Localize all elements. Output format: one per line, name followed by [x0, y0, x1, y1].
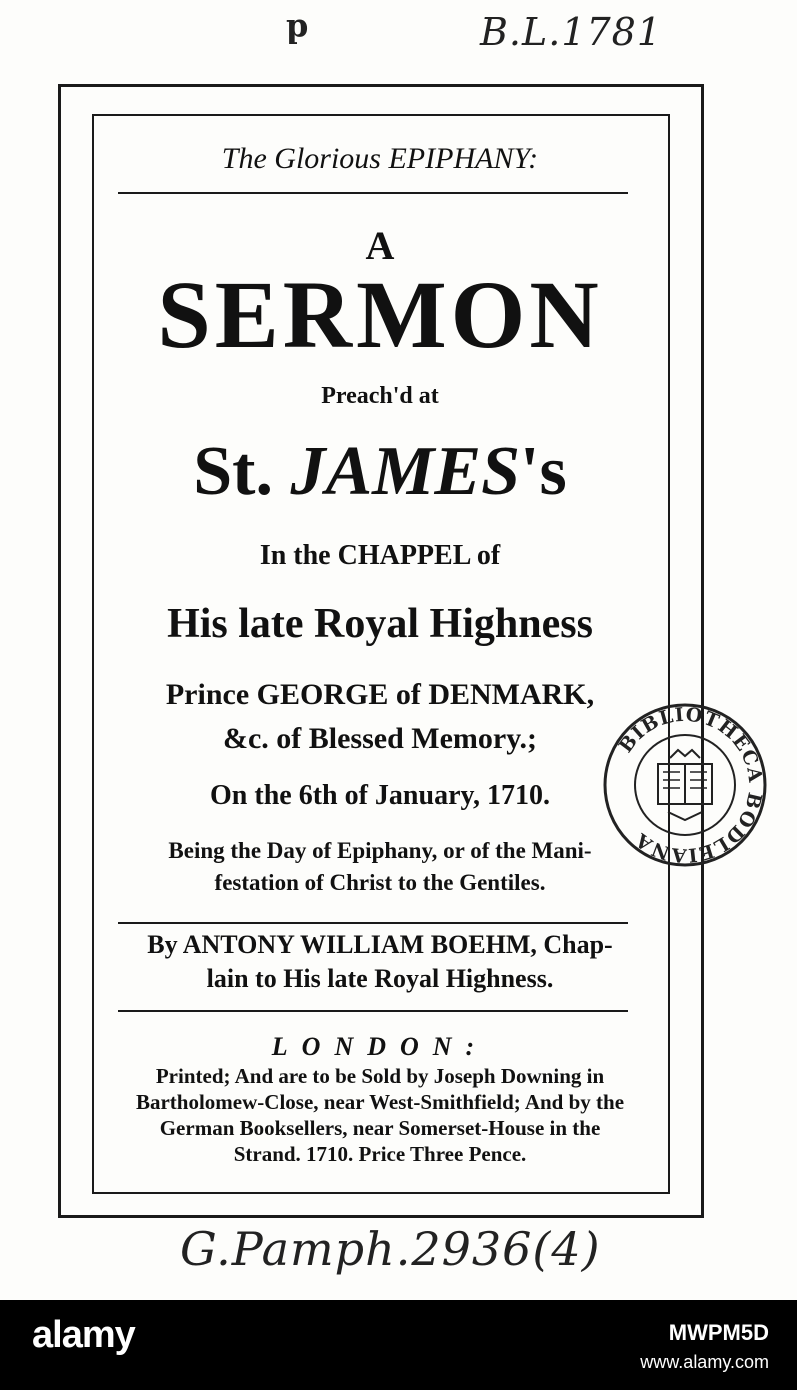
- line-being-1: Being the Day of Epiphany, or of the Mani-: [168, 838, 592, 863]
- stamp-text: BIBLIOTHECA BODLEIANA: [614, 703, 767, 867]
- handwritten-shelfmark: B.L.1781: [480, 10, 663, 54]
- james-suffix: 's: [520, 433, 567, 510]
- library-stamp: [600, 700, 770, 870]
- line-london: LONDON:: [271, 1032, 489, 1061]
- imprint-line-2: Bartholomew-Close, near West-Smithfield; And by the: [135, 1090, 625, 1114]
- line-chappel: In the CHAPPEL of: [259, 540, 501, 571]
- site-url: www.alamy.com: [640, 1352, 769, 1372]
- title-a: A: [365, 223, 395, 268]
- subtitle-glorious-epiphany: The Glorious EPIPHANY:: [221, 142, 539, 175]
- james-word: JAMES: [290, 433, 521, 510]
- rule-lower: [118, 1010, 628, 1012]
- image-id: MWPM5D: [668, 1320, 769, 1345]
- handwritten-mark: d: [286, 12, 309, 50]
- line-preached-at: Preach'd at: [321, 383, 439, 409]
- line-st-james: [100, 432, 660, 512]
- st-word: St.: [193, 433, 273, 510]
- rule-top: [118, 192, 628, 194]
- imprint-line-1: Printed; And are to be Sold by Joseph Downing in: [155, 1064, 605, 1088]
- line-prince-george: Prince GEORGE of DENMARK,: [165, 678, 595, 711]
- line-being-2: festation of Christ to the Gentiles.: [214, 870, 546, 895]
- book-icon: [658, 750, 712, 820]
- line-blessed-memory: &c. of Blessed Memory.;: [222, 722, 538, 755]
- imprint-line-4: Strand. 1710. Price Three Pence.: [233, 1142, 527, 1166]
- alamy-logo: alamy: [32, 1314, 135, 1356]
- handwritten-pressmark: G.Pamph.2936(4): [180, 1222, 601, 1276]
- watermark-footer: [0, 1300, 797, 1390]
- line-royal-highness: His late Royal Highness: [167, 601, 593, 647]
- line-date: On the 6th of January, 1710.: [210, 780, 550, 811]
- imprint-line-3: German Booksellers, near Somerset-House in the: [159, 1116, 601, 1140]
- line-author-1: By ANTONY WILLIAM BOEHM, Chap-: [147, 930, 613, 959]
- svg-text:BIBLIOTHECA BODLEIANA: [615, 704, 767, 867]
- rule-middle: [118, 922, 628, 924]
- line-author-2: lain to His late Royal Highness.: [206, 964, 554, 993]
- title-sermon: SERMON: [157, 261, 603, 368]
